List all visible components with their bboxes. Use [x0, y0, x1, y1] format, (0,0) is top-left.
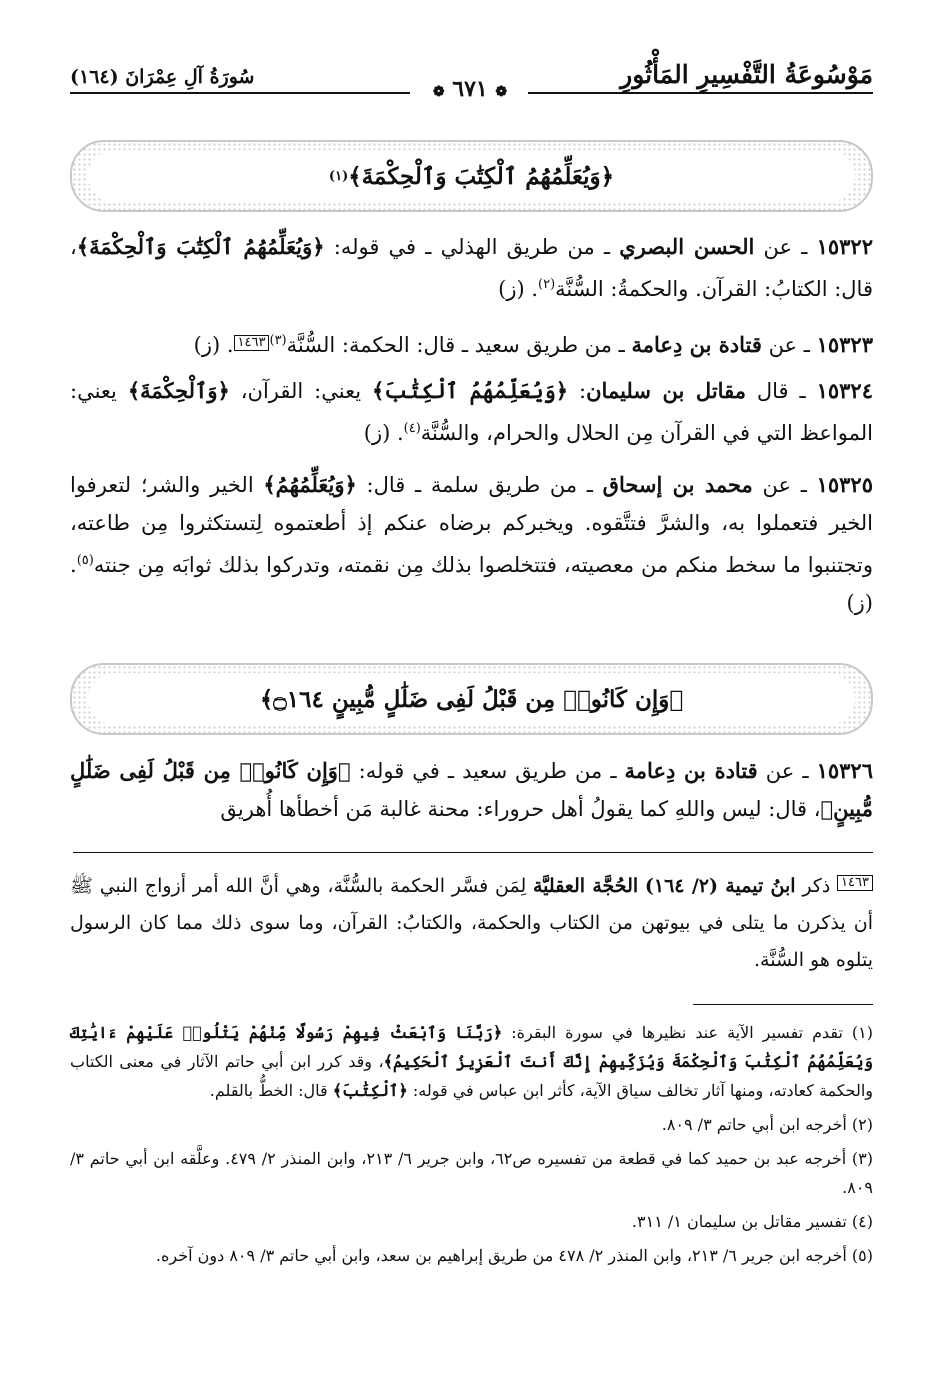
entry-text: ـ من طريق الهذلي ـ في قوله:: [324, 235, 620, 259]
footnote-ref: (٣): [269, 333, 287, 348]
entry-number: ١٥٣٢٣: [816, 332, 873, 357]
commentary-separator: [73, 852, 873, 853]
verse-banner: [70, 140, 873, 212]
entry-text: ، قال: الكتابُ: القرآن. والحكمةُ: السُّنَّة: [70, 235, 873, 301]
header-rule-left: [70, 92, 410, 94]
verse-banner: [70, 663, 873, 735]
narrator-name: مقاتل بن سليمان: [586, 378, 746, 403]
narration-entry: [70, 752, 873, 828]
entry-text: ـ عن: [757, 759, 817, 783]
commentary-note: [70, 868, 873, 979]
entry-text: . (ز): [498, 277, 539, 301]
commentary-number-box: ١٤٦٣: [837, 875, 873, 891]
narration-entry: [70, 228, 873, 308]
entry-number: ١٥٣٢٦: [816, 758, 873, 783]
footnote-ref: (٤): [403, 421, 421, 436]
footnote: (٤) تفسير مقاتل بن سليمان ١/ ٣١١.: [631, 1212, 873, 1231]
entry-text: ـ من طريق سعيد ـ قال: الحكمة: السُّنَّة: [286, 333, 632, 357]
ornament-icon: ❁: [432, 84, 445, 100]
book-title: مَوْسُوعَةُ التَّفْسِيرِ المَأْثُورِ: [620, 60, 873, 89]
footnote: (٢) أخرجه ابن أبي حاتم ٣/ ٨٠٩.: [661, 1115, 873, 1134]
commentary-text: ذكر: [795, 875, 838, 897]
page-number-text: ٦٧١: [452, 76, 488, 102]
footnote: (٣) أخرجه عبد بن حميد كما في قطعة من تفسيره ص٦٢، وابن جرير ٦/ ٢١٣، وابن المنذر ٢/ ٤٧٩. وعلَّقه ابن أبي حاتم ٣/ ٨٠٩.: [70, 1149, 874, 1197]
entry-text: يعني: المواعظ التي في القرآن مِن الحلال والحرام، والسُّنَّة: [70, 379, 873, 445]
narration-entry: [70, 466, 873, 622]
verse-banner-inner: [88, 673, 855, 725]
header-rule-right: [528, 92, 873, 94]
footnote-separator: [693, 1004, 873, 1005]
quran-quote: ﴿وَٱلْحِكْمَةَ﴾: [127, 378, 230, 403]
verse-banner-inner: [88, 150, 855, 202]
narrator-name: قتادة بن دِعامة: [631, 332, 762, 357]
quran-quote: ﴿وَيُعَلِّمُهُمُ ٱلْكِتَٰبَ﴾: [371, 378, 569, 403]
quran-quote: ﴿وَيُعَلِّمُهُمُ﴾: [263, 472, 357, 497]
entry-text: ـ من طريق سلمة ـ قال:: [356, 473, 603, 497]
footnote-ref: (١): [328, 168, 349, 184]
entry-text: الخير والشر؛ لتعرفوا الخير فتعملوا به، والشرَّ فتتَّقوه. ويخبركم برضاه عنكم إذ أطعتموه لِتستكثروا مِن طاعته، وتجتنبوا ما سخط منكم من معصيته، فتتخلصوا بذلك مِن نقمته، وتدركوا بذلك ثوابَه مِن جنته: [70, 473, 873, 577]
commentary-text: [638, 875, 645, 897]
commentary-ref-box: ١٤٦٣: [234, 335, 270, 351]
entry-text: ـ قال: [745, 379, 817, 403]
entry-number: ١٥٣٢٥: [816, 472, 873, 497]
entry-text: . (ز): [70, 553, 873, 615]
quran-quote: ﴿ٱلْكِتَٰبَ﴾: [332, 1081, 408, 1100]
footnote-text: (١) تقدم تفسير الآية عند نظيرها في سورة البقرة:: [502, 1023, 874, 1042]
verse-text: ﴿وَإِن كَانُوا۟ مِن قَبْلُ لَفِى ضَلَٰلٍ مُّبِينٍ ۝١٦٤﴾: [259, 685, 684, 713]
ornament-icon: ❁: [495, 84, 508, 100]
narration-entry: [70, 322, 873, 364]
entry-number: ١٥٣٢٢: [816, 234, 873, 259]
footnotes: [70, 1018, 873, 1275]
entry-number: ١٥٣٢٤: [816, 378, 873, 403]
narration-entry: [70, 372, 873, 452]
quran-quote: ﴿وَإِن كَانُوا۟ مِن قَبْلُ لَفِى ضَلَٰلٍ مُّبِينٍ﴾: [70, 758, 873, 821]
entry-text: ـ عن: [761, 333, 817, 357]
narrator-name: قتادة بن دِعامة: [624, 758, 758, 783]
entry-text: ـ عن: [754, 235, 817, 259]
quran-quote: ﴿رَبَّنَا وَٱبْعَثْ فِيهِمْ رَسُولًا مِّنْهُمْ يَتْلُوا۟ عَلَيْهِمْ ءَايَٰتِكَ وَيُعَلِّمُهُمُ ٱلْكِتَٰبَ وَٱلْحِكْمَةَ وَيُزَكِّيهِمْ إِنَّكَ أَنتَ ٱلْعَزِيزُ ٱلْحَكِيمُ﴾: [70, 1023, 873, 1071]
entry-text: :: [568, 379, 587, 403]
scholar-name: ابنُ تيمية (٢/ ١٦٤): [644, 875, 796, 897]
footnote-ref: (٢): [538, 277, 556, 292]
page-header: [70, 58, 873, 108]
entry-text: ـ من طريق سعيد ـ في قوله:: [350, 759, 625, 783]
entry-text: . (ز): [193, 333, 234, 357]
work-title: الحُجَّة العقليَّة: [532, 875, 639, 897]
narrator-name: محمد بن إسحاق: [602, 472, 753, 497]
entry-text: . (ز): [363, 421, 404, 445]
surah-title: سُورَةُ آلِ عِمْرَانَ (١٦٤): [70, 66, 255, 88]
quran-quote: ﴿وَيُعَلِّمُهُمُ ٱلْكِتَٰبَ وَٱلْحِكْمَةَ﴾: [76, 234, 325, 259]
page-number: [410, 76, 530, 102]
footnote-text: قال: الخطُّ بالقلم.: [209, 1081, 333, 1100]
footnote-text: ، وقد كرر ابن أبي حاتم الآثار في معنى الكتاب والحكمة كعادته، ومنها آثار تخالف سياق الآية، كأثر ابن عباس في قوله:: [70, 1052, 873, 1100]
entry-text: ، قال: ليس واللهِ كما يقولُ أهل حروراء: محنة غالبة مَن أخطأها أُهريق: [220, 797, 821, 821]
entry-text: ـ عن: [752, 473, 817, 497]
narrator-name: الحسن البصري: [619, 234, 755, 259]
footnote: (٥) أخرجه ابن جرير ٦/ ٢١٣، وابن المنذر ٢/ ٤٧٨ من طريق إبراهيم بن سعد، وابن أبي حاتم ٣/ ٨٠٩ دون آخره.: [155, 1246, 873, 1265]
entry-text: يعني: القرآن،: [229, 379, 372, 403]
footnote: [70, 1018, 873, 1105]
verse-text: ﴿وَيُعَلِّمُهُمُ ٱلْكِتَٰبَ وَٱلْحِكْمَةَ﴾: [348, 162, 615, 190]
commentary-text: لِمَن فسَّر الحكمة بالسُّنَّة، وهي أنَّ الله أمر أزواج النبي ﷺ أن يذكرن ما يتلى في بيوتهن من الكتاب والحكمة، والكتابُ: القرآن، وما سوى ذلك مما كان الرسول يتلوه هو السُّنَّة.: [70, 875, 873, 971]
footnote-ref: (٥): [76, 553, 94, 568]
